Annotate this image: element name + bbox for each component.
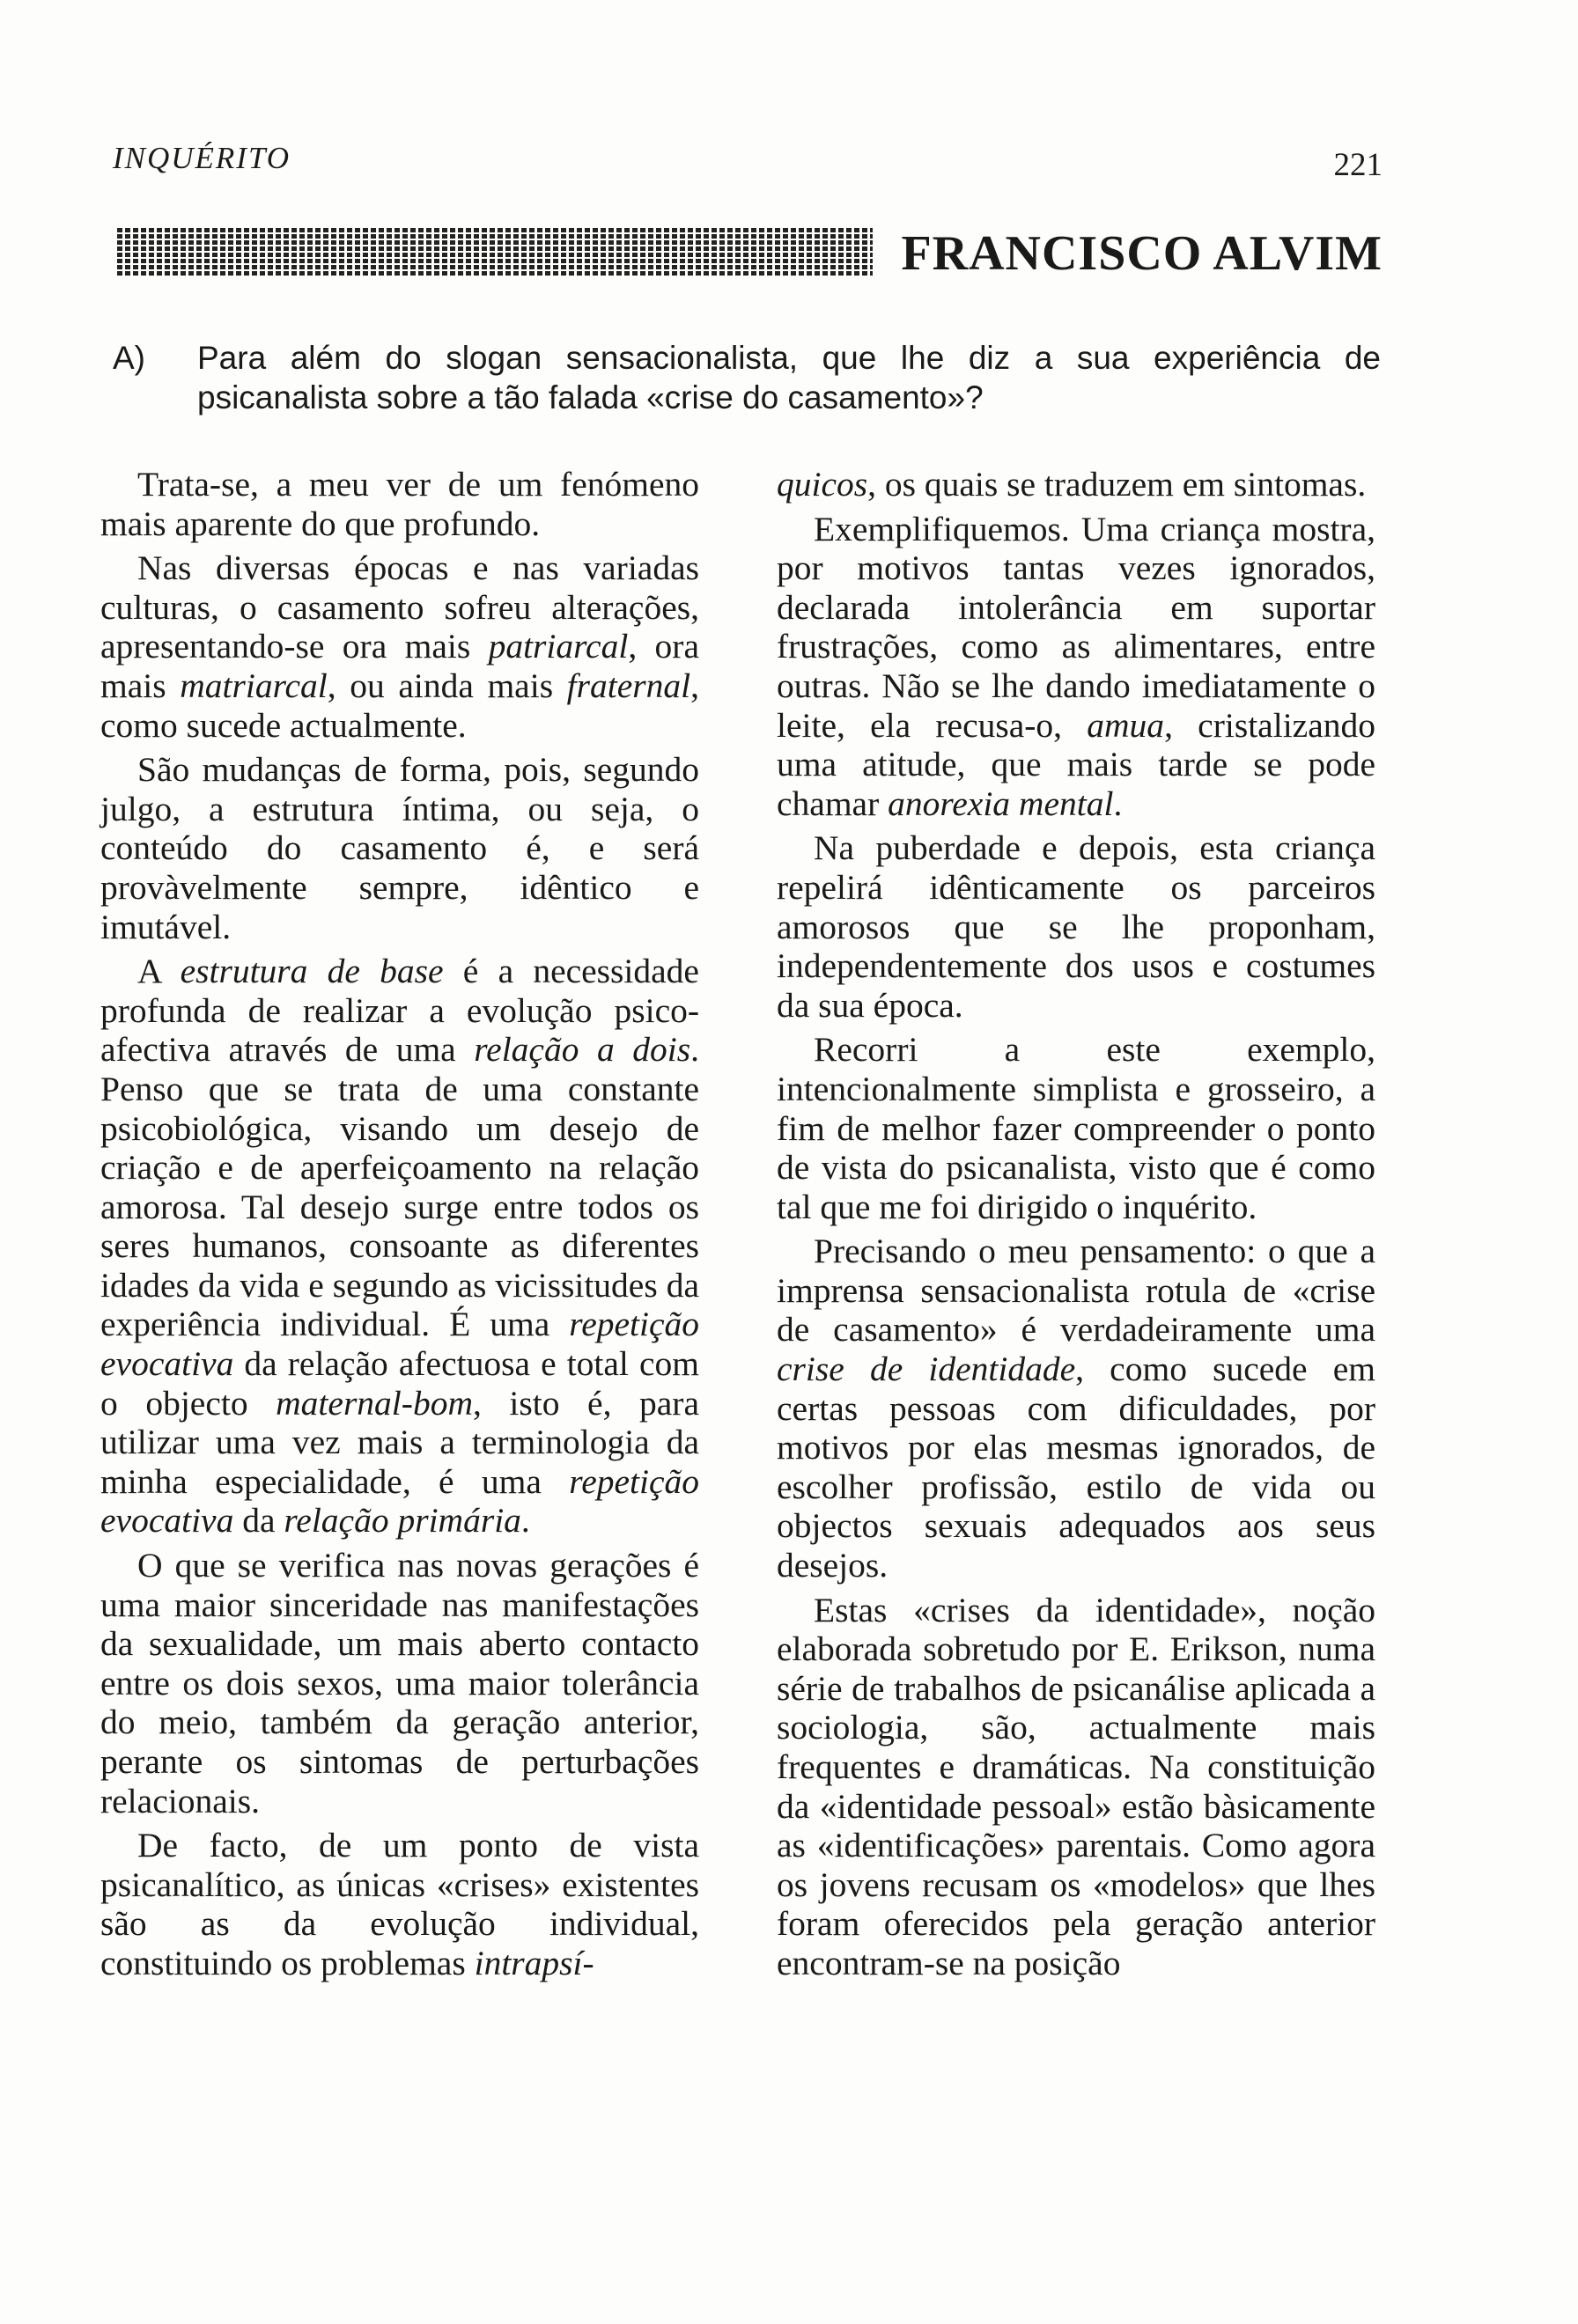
paragraph: Exemplifiquemos. Uma criança mostra, por motivos tantas vezes ignorados, declarada intolerância em suportar frustrações, como as alimentares, entre outras. Não se lhe dando imediatamente o leite, ela recusa-o, amua, cristalizando uma atitude, que mais tarde se pode chamar anorexia mental. (777, 509, 1375, 823)
left-column (100, 465, 699, 1989)
paragraph: Trata-se, a meu ver de um fenómeno mais aparente do que profundo. (100, 465, 699, 543)
paragraph: Nas diversas épocas e nas variadas culturas, o casamento sofreu alterações, apresentando-se ora mais patriarcal, ora mais matriarcal, ou ainda mais fraternal, como sucede actualmente. (100, 548, 699, 745)
article-banner (117, 222, 1383, 285)
running-head: INQUÉRITO (113, 141, 291, 175)
author-name: FRANCISCO ALVIM (901, 226, 1383, 281)
question-label: A) (113, 340, 145, 376)
paragraph: De facto, de um ponto de vista psicanalítico, as únicas «crises» existentes são as da evolução individual, constituindo os problemas intrapsí- (100, 1826, 699, 1982)
decorative-pattern (117, 228, 873, 277)
question-text: Para além do slogan sensacionalista, que lhe diz a sua experiência de psicanalista sobre a tão falada «crise do casamento»? (197, 340, 1381, 416)
question-block (113, 338, 1381, 417)
paragraph: Precisando o meu pensamento: o que a imprensa sensacionalista rotula de «crise de casamento» é verdadeiramente uma crise de identidade, como sucede em certas pessoas com dificuldades, por motivos por elas mesmas ignorados, de escolher profissão, estilo de vida ou objectos sexuais adequados aos seus desejos. (777, 1232, 1375, 1585)
paragraph-continued: quicos, os quais se traduzem em sintomas. (777, 465, 1367, 504)
paragraph: O que se verifica nas novas gerações é uma maior sinceridade nas manifestações da sexualidade, um mais aberto contacto entre os dois sexos, uma maior tolerância do meio, também da geração anterior, perante os sintomas de perturbações relacionais. (100, 1546, 699, 1820)
paragraph: A estrutura de base é a necessidade profunda de realizar a evolução psico-afectiva através de uma relação a dois. Penso que se trata de uma constante psicobiológica, visando um desejo de criação e de aperfeiçoamento na relação amorosa. Tal desejo surge entre todos os seres humanos, consoante as diferentes idades da vida e segundo as vicissitudes da experiência individual. É uma repetição evocativa da relação afectuosa e total com o objecto maternal-bom, isto é, para utilizar uma vez mais a terminologia da minha especialidade, é uma repetição evocativa da relação primária. (100, 952, 699, 1541)
paragraph: Estas «crises da identidade», noção elaborada sobretudo por E. Erikson, numa série de trabalhos de psicanálise aplicada a sociologia, são, actualmente mais frequentes e dramáticas. Na constituição da «identidade pessoal» estão bàsicamente as «identificações» parentais. Como agora os jovens recusam os «modelos» que lhes foram oferecidos pela geração anterior encontram-se na posição (777, 1590, 1375, 1982)
paragraph: São mudanças de forma, pois, segundo julgo, a estrutura íntima, ou seja, o conteúdo do casamento é, e será provàvelmente sempre, idêntico e imutável. (100, 750, 699, 946)
paragraph: Recorri a este exemplo, intencionalmente simplista e grosseiro, a fim de melhor fazer compreender o ponto de vista do psicanalista, visto que é como tal que me foi dirigido o inquérito. (777, 1030, 1375, 1226)
paragraph: Na puberdade e depois, esta criança repelirá idênticamente os parceiros amorosos que se lhe proponham, independentemente dos usos e costumes da sua época. (777, 828, 1375, 1025)
page-number: 221 (1333, 147, 1383, 183)
right-column (777, 465, 1375, 1989)
